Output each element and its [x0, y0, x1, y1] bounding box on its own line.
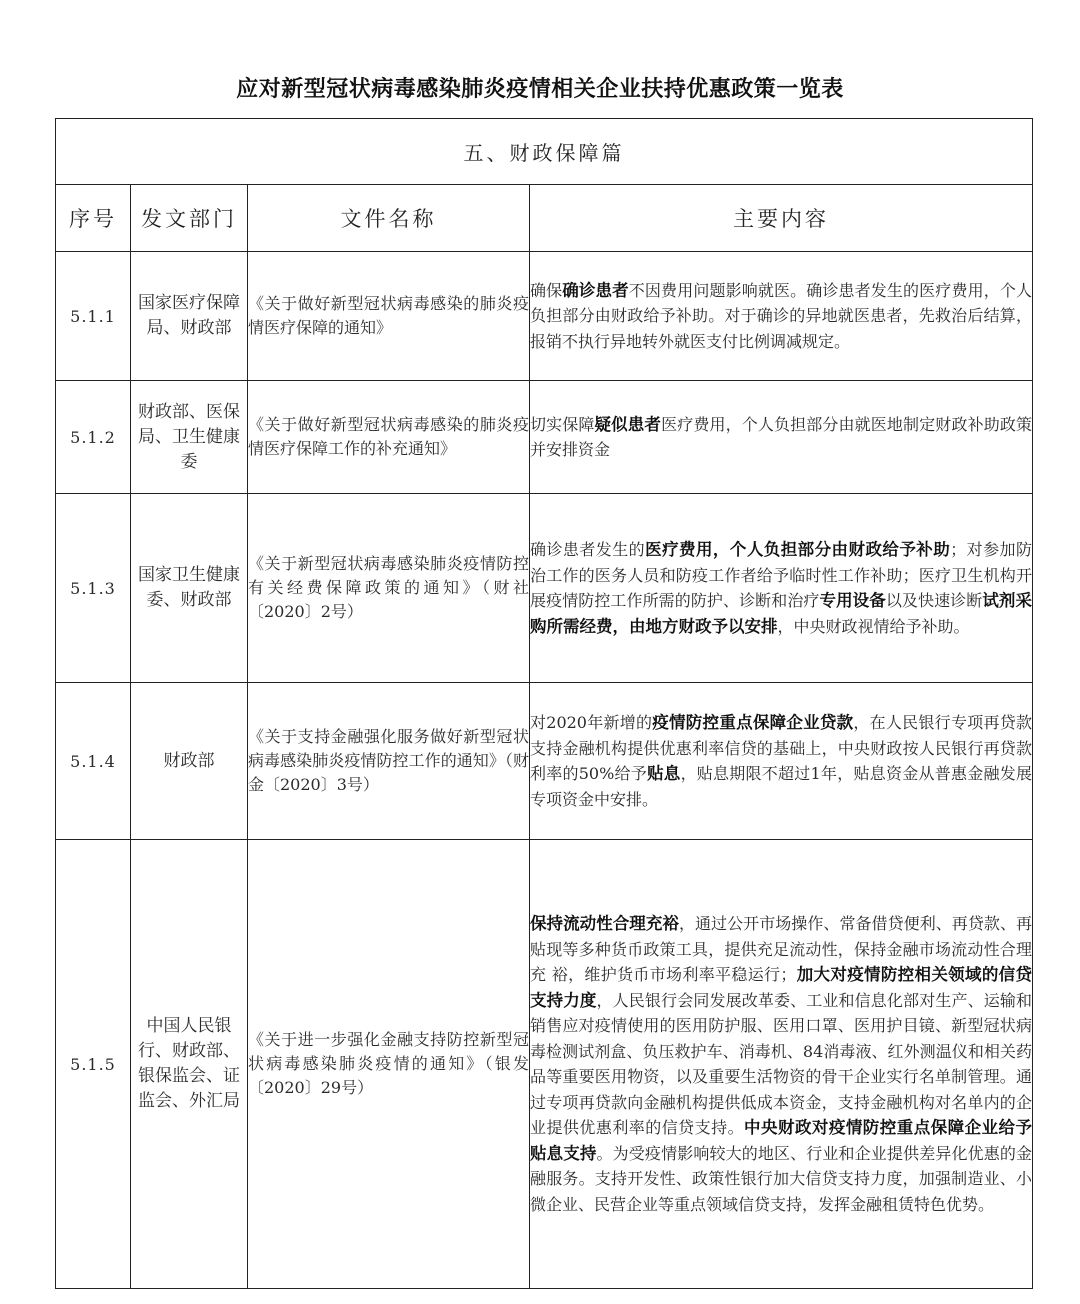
emphasis-text: 医疗费用，个人负担部分由财政给予补助	[645, 540, 951, 559]
content-text: 。为受疫情影响较大的地区、行业和企业提供差异化优惠的金融服务。支持开发性、政策性银行加大信贷支持力度，加强制造业、小微企业、民营企业等重点领域信贷支持，发挥金融租赁特色优势。	[530, 1143, 1032, 1214]
section-title: 五、财政保障篇	[56, 119, 1033, 185]
row-doc: 《关于进一步强化金融支持防控新型冠状病毒感染肺炎疫情的通知》（银发〔2020〕29号）	[248, 840, 530, 1289]
content-text: ，通过公开市场操作、常备借贷便利、再贷款、再贴现等多种货币政策工具，提供充足流动性，保持金融市场流动性合理充 裕，维护货币市场利率平稳运行；	[530, 914, 1032, 984]
row-no: 5.1.2	[56, 381, 131, 494]
row-content	[530, 683, 1033, 840]
content-text: 医疗费用，个人负担部分由就医地制定财政补助政策并安排资金	[530, 414, 1032, 459]
content-text: 切实保障	[530, 414, 595, 434]
content-text: 确保	[530, 280, 563, 300]
content-text: ，贴息期限不超过1年，贴息资金从普惠金融发展专项资金中安排。	[530, 764, 1032, 809]
content-text: ；对参加防治工作的医务人员和防疫工作者给予临时性工作补助；医疗卫生机构开展疫情防控工作所需的防护、诊断和治疗	[530, 540, 1032, 610]
emphasis-text: 试剂采购所需经费，由地方财政予以安排	[530, 591, 1032, 636]
policy-table	[55, 118, 1033, 1289]
row-dept: 国家卫生健康委、财政部	[131, 494, 248, 683]
row-no: 5.1.3	[56, 494, 131, 683]
row-dept: 财政部	[131, 683, 248, 840]
row-content	[530, 252, 1033, 381]
header-doc: 文件名称	[248, 185, 530, 252]
header-dept: 发文部门	[131, 185, 248, 252]
row-dept: 财政部、医保局、卫生健康委	[131, 381, 248, 494]
table-row	[56, 252, 1033, 381]
content-text: ，中央财政视情给予补助。	[777, 616, 970, 636]
row-doc: 《关于支持金融强化服务做好新型冠状病毒感染肺炎疫情防控工作的通知》（财金〔2020〕3号）	[248, 683, 530, 840]
emphasis-text: 中央财政对疫情防控重点保障企业给予贴息支持	[530, 1118, 1032, 1163]
row-doc: 《关于新型冠状病毒感染肺炎疫情防控有关经费保障政策的通知》（财社〔2020〕2号）	[248, 494, 530, 683]
content-text: 确诊患者发生的	[530, 540, 646, 559]
table-row	[56, 494, 1033, 683]
emphasis-text: 疫情防控重点保障企业贷款	[652, 713, 854, 732]
emphasis-text: 保持流动性合理充裕	[530, 914, 679, 933]
row-doc: 《关于做好新型冠状病毒感染的肺炎疫情医疗保障工作的补充通知》	[248, 381, 530, 494]
emphasis-text: 疑似患者	[594, 414, 662, 434]
table-row	[56, 840, 1033, 1289]
content-text: 不因费用问题影响就医。确诊患者发生的医疗费用，个人负担部分由财政给予补助。对于确诊的异地就医患者，先救治后结算，报销不执行异地转外就医支付比例调减规定。	[530, 280, 1032, 351]
emphasis-text: 加大对疫情防控相关领域的信贷支持力度	[530, 965, 1032, 1010]
content-text: 对2020年新增的	[530, 713, 653, 732]
content-text: ，在人民银行专项再贷款支持金融机构提供优惠利率信贷的基础上，中央财政按人民银行再贷款利率的50%给予	[530, 713, 1032, 783]
emphasis-text: 贴息	[647, 764, 681, 783]
emphasis-text: 确诊患者	[562, 280, 629, 300]
row-content	[530, 840, 1033, 1289]
table-row	[56, 381, 1033, 494]
row-content	[530, 381, 1033, 494]
header-row	[56, 185, 1033, 252]
row-doc: 《关于做好新型冠状病毒感染的肺炎疫情医疗保障的通知》	[248, 252, 530, 381]
row-content	[530, 494, 1033, 683]
content-text: 以及快速诊断	[885, 591, 983, 610]
header-no: 序号	[56, 185, 131, 252]
section-row	[56, 119, 1033, 185]
row-no: 5.1.4	[56, 683, 131, 840]
document-title: 应对新型冠状病毒感染肺炎疫情相关企业扶持优惠政策一览表	[236, 77, 844, 102]
row-dept: 中国人民银行、财政部、银保监会、证监会、外汇局	[131, 840, 248, 1289]
row-no: 5.1.1	[56, 252, 131, 381]
content-text: ，人民银行会同发展改革委、工业和信息化部对生产、运输和销售应对疫情使用的医用防护服、医用口罩、医用护目镜、新型冠状病毒检测试剂盒、负压救护车、消毒机、84消毒液、红外测温仪和相关药品等重要医用物资，以及重要生活物资的骨干企业实行名单制管理。通过专项再贷款向金融机构提供低成本资金，支持金融机构对名单内的企业提供优惠利率的信贷支持。	[530, 990, 1032, 1137]
row-dept: 国家医疗保障局、财政部	[131, 252, 248, 381]
table-row	[56, 683, 1033, 840]
emphasis-text: 专用设备	[819, 591, 886, 610]
row-no: 5.1.5	[56, 840, 131, 1289]
header-content: 主要内容	[530, 185, 1033, 252]
